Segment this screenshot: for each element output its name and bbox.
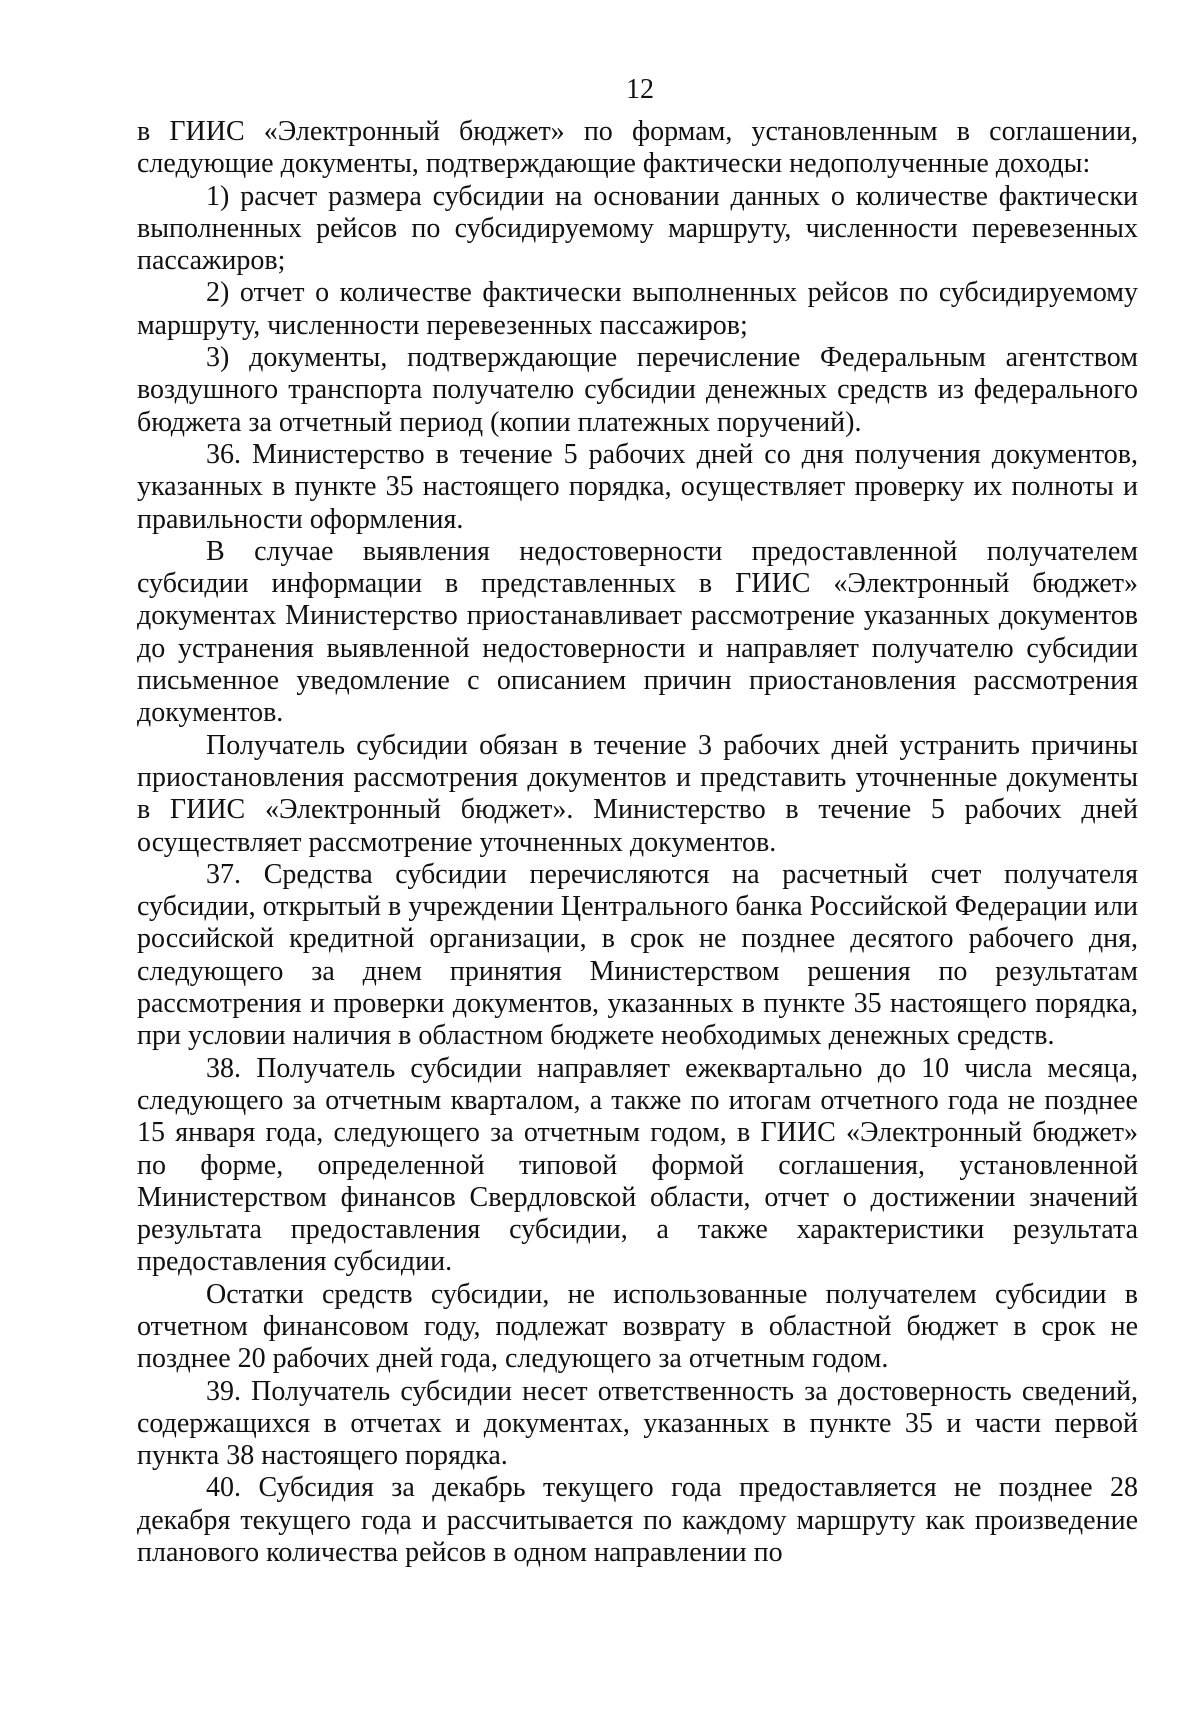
paragraph-item-3: 3) документы, подтверждающие перечисление Федеральным агентством воздушного транспорта получателю субсидии денежных средств из федерального бюджета за отчетный период (копии платежных поручений). xyxy=(137,342,1138,438)
paragraph-item-2: 2) отчет о количестве фактически выполненных рейсов по субсидируемому маршруту, численности перевезенных пассажиров; xyxy=(137,277,1138,341)
page-number: 12 xyxy=(626,74,654,105)
paragraph-clause-36-part-3: Получатель субсидии обязан в течение 3 рабочих дней устранить причины приостановления рассмотрения документов и представить уточненные документы в ГИИС «Электронный бюджет». Министерство в течение 5 рабочих дней осуществляет рассмотрение уточненных документов. xyxy=(137,729,1138,858)
document-body xyxy=(137,116,1138,1569)
paragraph-clause-39: 39. Получатель субсидии несет ответственность за достоверность сведений, содержащихся в отчетах и документах, указанных в пункте 35 и части первой пункта 38 настоящего порядка. xyxy=(137,1375,1138,1472)
paragraph-clause-37: 37. Средства субсидии перечисляются на расчетный счет получателя субсидии, открытый в учреждении Центрального банка Российской Федерации или российской кредитной организации, в срок не позднее десятого рабочего дня, следующего за днем принятия Министерством решения по результатам рассмотрения и проверки документов, указанных в пункте 35 настоящего порядка, при условии наличия в областном бюджете необходимых денежных средств. xyxy=(137,858,1138,1052)
paragraph-clause-38-part-2: Остатки средств субсидии, не использованные получателем субсидии в отчетном финансовом году, подлежат возврату в областной бюджет в срок не позднее 20 рабочих дней года, следующего за отчетным годом. xyxy=(137,1278,1138,1375)
paragraph-clause-36-part-2: В случае выявления недостоверности предоставленной получателем субсидии информации в представленных в ГИИС «Электронный бюджет» документах Министерство приостанавливает рассмотрение указанных документов до устранения выявленной недостоверности и направляет получателю субсидии письменное уведомление с описанием причин приостановления рассмотрения документов. xyxy=(137,535,1138,729)
paragraph-continuation: в ГИИС «Электронный бюджет» по формам, установленным в соглашении, следующие документы, подтверждающие фактически недополученные доходы: xyxy=(137,116,1138,180)
paragraph-clause-40: 40. Субсидия за декабрь текущего года предоставляется не позднее 28 декабря текущего года и рассчитывается по каждому маршруту как произведение планового количества рейсов в одном направлении по xyxy=(137,1472,1138,1569)
paragraph-item-1: 1) расчет размера субсидии на основании данных о количестве фактически выполненных рейсов по субсидируемому маршруту, численности перевезенных пассажиров; xyxy=(137,180,1138,277)
paragraph-clause-36: 36. Министерство в течение 5 рабочих дней со дня получения документов, указанных в пункте 35 настоящего порядка, осуществляет проверку их полноты и правильности оформления. xyxy=(137,438,1138,535)
paragraph-clause-38: 38. Получатель субсидии направляет ежеквартально до 10 числа месяца, следующего за отчетным кварталом, а также по итогам отчетного года не позднее 15 января года, следующего за отчетным годом, в ГИИС «Электронный бюджет» по форме, определенной типовой формой соглашения, установленной Министерством финансов Свердловской области, отчет о достижении значений результата предоставления субсидии, а также характеристики результата предоставления субсидии. xyxy=(137,1052,1138,1278)
